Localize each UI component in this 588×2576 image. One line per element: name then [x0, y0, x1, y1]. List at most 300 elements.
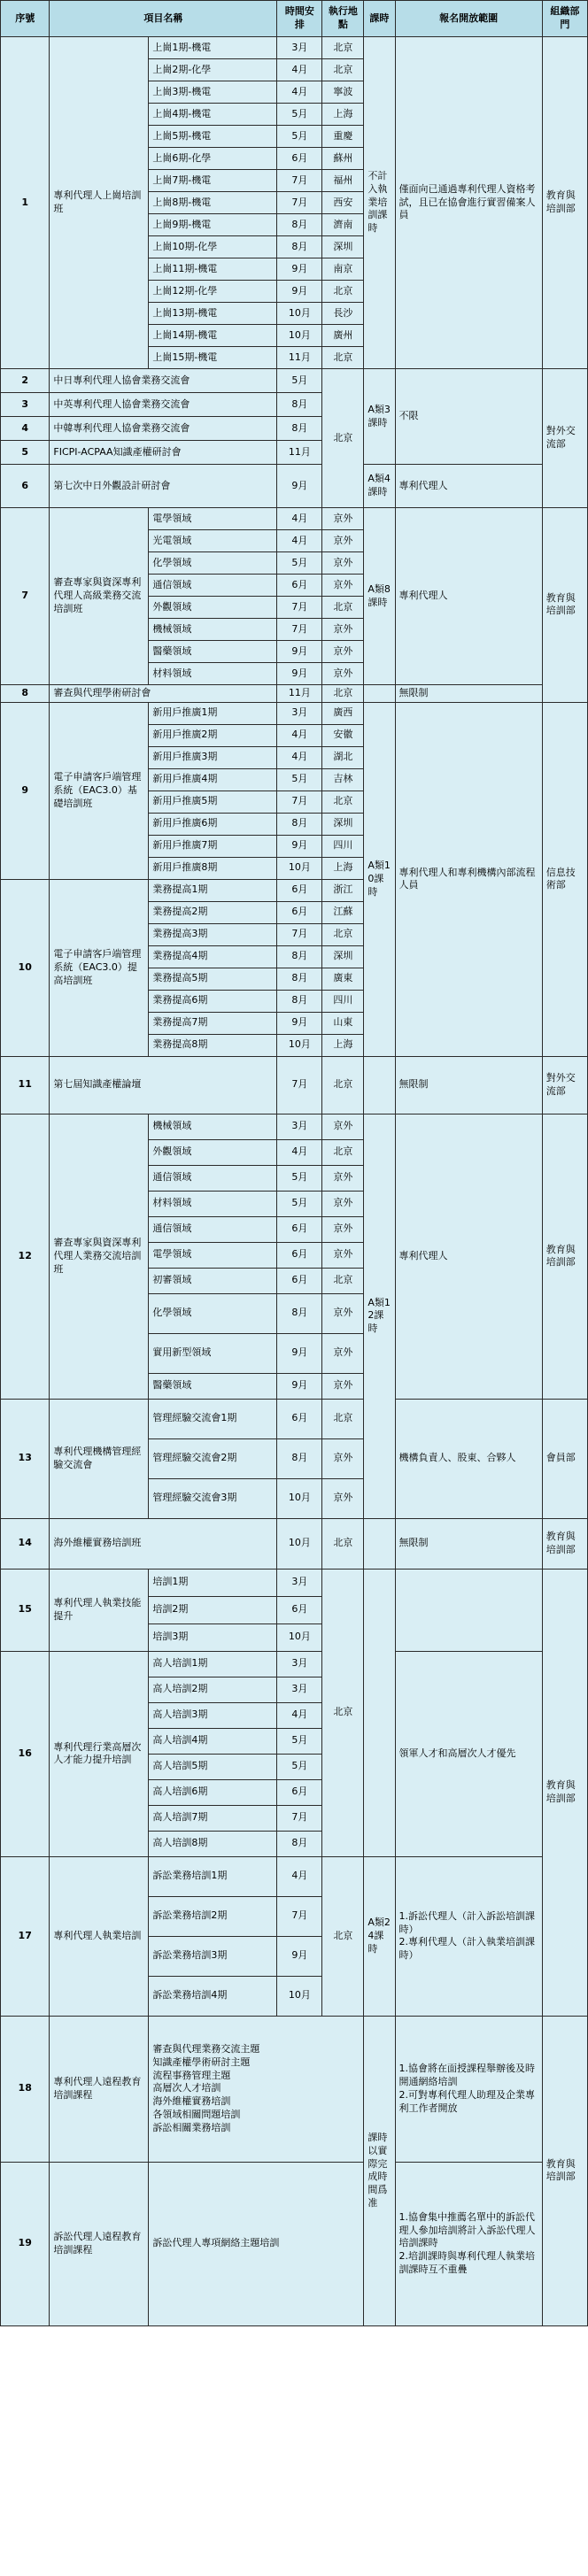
session-cell: 材料領域 [149, 663, 277, 685]
time-cell: 6月 [277, 148, 322, 170]
time-cell: 7月 [277, 1896, 322, 1936]
table-row [1, 369, 588, 393]
place-cell: 北京 [322, 1569, 364, 1856]
hours-cell [364, 1518, 395, 1569]
scope-cell: 無限制 [395, 1518, 542, 1569]
seq-cell: 2 [1, 369, 50, 393]
session-cell: 上崗1期-機電 [149, 37, 277, 59]
place-cell: 京外 [322, 508, 364, 530]
table-row [1, 508, 588, 530]
time-cell: 4月 [277, 1139, 322, 1165]
place-cell: 四川 [322, 835, 364, 857]
time-cell: 3月 [277, 37, 322, 59]
session-cell: 培訓3期 [149, 1623, 277, 1651]
table-row [1, 1518, 588, 1569]
time-cell: 10月 [277, 1478, 322, 1518]
place-cell: 北京 [322, 791, 364, 813]
seq-cell: 3 [1, 393, 50, 417]
place-cell: 上海 [322, 104, 364, 126]
session-cell: 高人培訓4期 [149, 1728, 277, 1754]
place-cell: 北京 [322, 1399, 364, 1438]
session-cell: 外觀領域 [149, 597, 277, 619]
seq-cell: 10 [1, 879, 50, 1056]
time-cell: 10月 [277, 1976, 322, 2016]
table-row [1, 1056, 588, 1114]
seq-cell: 1 [1, 37, 50, 369]
project-name-cell: 審查專家與資深專利代理人高級業務交流培訓班 [50, 508, 149, 685]
time-cell: 9月 [277, 258, 322, 281]
session-cell: 上崗10期-化學 [149, 236, 277, 258]
session-cell: 上崗13期-機電 [149, 303, 277, 325]
place-cell: 江蘇 [322, 901, 364, 923]
time-cell: 3月 [277, 1114, 322, 1139]
place-cell: 深圳 [322, 945, 364, 968]
seq-cell: 9 [1, 702, 50, 879]
table-row [1, 465, 588, 508]
session-cell: 高人培訓6期 [149, 1779, 277, 1805]
place-cell: 深圳 [322, 813, 364, 835]
place-cell: 山東 [322, 1012, 364, 1034]
session-cell: 上崗12期-化學 [149, 281, 277, 303]
place-cell: 北京 [322, 369, 364, 508]
seq-cell: 13 [1, 1399, 50, 1518]
hours-cell [364, 685, 395, 703]
place-cell: 北京 [322, 37, 364, 59]
header-name: 項目名稱 [50, 1, 277, 37]
session-cell: 培訓1期 [149, 1569, 277, 1596]
session-cell: 業務提高1期 [149, 879, 277, 901]
session-cell: 新用戶推廣3期 [149, 746, 277, 768]
time-cell: 6月 [277, 575, 322, 597]
seq-cell: 19 [1, 2162, 50, 2325]
session-cell: 上崗15期-機電 [149, 347, 277, 369]
session-cell: 高人培訓8期 [149, 1831, 277, 1856]
time-cell: 10月 [277, 1034, 322, 1056]
project-name-cell: 海外維權實務培訓班 [50, 1518, 277, 1569]
place-cell: 京外 [322, 1438, 364, 1478]
place-cell: 安徽 [322, 724, 364, 746]
seq-cell: 12 [1, 1114, 50, 1399]
dept-cell: 教育與培訓部 [542, 1569, 587, 2016]
time-cell: 9月 [277, 1333, 322, 1373]
seq-cell: 11 [1, 1056, 50, 1114]
place-cell: 寧波 [322, 81, 364, 104]
project-name-cell: 審查與代理學術研討會 [50, 685, 277, 703]
place-cell: 廣西 [322, 702, 364, 724]
place-cell: 浙江 [322, 879, 364, 901]
session-cell: 培訓2期 [149, 1596, 277, 1623]
table-row [1, 1114, 588, 1139]
place-cell: 吉林 [322, 768, 364, 791]
session-cell: 業務提高3期 [149, 923, 277, 945]
time-cell: 6月 [277, 1596, 322, 1623]
time-cell: 8月 [277, 1438, 322, 1478]
time-cell: 9月 [277, 835, 322, 857]
session-cell: 化學領域 [149, 552, 277, 575]
session-cell: 新用戶推廣2期 [149, 724, 277, 746]
project-name-cell: 專利代理人執業技能提升 [50, 1569, 149, 1651]
session-cell: 新用戶推廣1期 [149, 702, 277, 724]
session-cell: 電學領域 [149, 508, 277, 530]
dept-cell: 教育與培訓部 [542, 2016, 587, 2325]
project-name-cell: 中日專利代理人協會業務交流會 [50, 369, 277, 393]
session-cell: 管理經驗交流會3期 [149, 1478, 277, 1518]
seq-cell: 17 [1, 1856, 50, 2016]
session-cell: 醫藥領域 [149, 641, 277, 663]
place-cell: 北京 [322, 1056, 364, 1114]
session-cell: 高人培訓5期 [149, 1754, 277, 1779]
session-cell: 業務提高6期 [149, 990, 277, 1012]
place-cell: 北京 [322, 1268, 364, 1293]
time-cell: 11月 [277, 685, 322, 703]
seq-cell: 4 [1, 417, 50, 441]
dept-cell: 對外交流部 [542, 1056, 587, 1114]
dept-cell: 教育與培訓部 [542, 37, 587, 369]
time-cell: 4月 [277, 1702, 322, 1728]
time-cell: 7月 [277, 923, 322, 945]
place-cell: 京外 [322, 1114, 364, 1139]
project-name-cell: FICPI-ACPAA知識產權研討會 [50, 441, 277, 465]
time-cell: 7月 [277, 597, 322, 619]
time-cell: 10月 [277, 303, 322, 325]
table-row [1, 1856, 588, 1896]
time-cell: 5月 [277, 1191, 322, 1216]
scope-cell: 1.訴訟代理人（計入訴訟培訓課時） 2.專利代理人（計入執業培訓課時） [395, 1856, 542, 2016]
time-cell: 6月 [277, 1779, 322, 1805]
time-cell: 3月 [277, 702, 322, 724]
scope-cell: 領軍人才和高層次人才優先 [395, 1651, 542, 1856]
dept-cell: 對外交流部 [542, 369, 587, 508]
scope-cell: 無限制 [395, 685, 542, 703]
table-row [1, 2162, 588, 2325]
time-cell: 4月 [277, 746, 322, 768]
time-cell: 8月 [277, 945, 322, 968]
time-cell: 6月 [277, 879, 322, 901]
place-cell: 京外 [322, 641, 364, 663]
session-cell: 機械領域 [149, 619, 277, 641]
session-cell: 訴訟業務培訓1期 [149, 1856, 277, 1896]
time-cell: 6月 [277, 1268, 322, 1293]
time-cell: 7月 [277, 1056, 322, 1114]
time-cell: 3月 [277, 1651, 322, 1677]
session-cell: 上崗6期-化學 [149, 148, 277, 170]
place-cell: 長沙 [322, 303, 364, 325]
place-cell: 上海 [322, 857, 364, 879]
seq-cell: 7 [1, 508, 50, 685]
time-cell: 6月 [277, 1242, 322, 1268]
place-cell: 京外 [322, 530, 364, 552]
time-cell: 4月 [277, 1856, 322, 1896]
topics-cell: 訴訟代理人專項網絡主題培訓 [149, 2162, 364, 2325]
scope-cell: 專利代理人和專利機構內部流程人員 [395, 702, 542, 1056]
session-cell: 業務提高2期 [149, 901, 277, 923]
session-cell: 化學領域 [149, 1293, 277, 1333]
header-seq: 序號 [1, 1, 50, 37]
time-cell: 4月 [277, 59, 322, 81]
project-name-cell: 中英專利代理人協會業務交流會 [50, 393, 277, 417]
hours-cell: A類8課時 [364, 508, 395, 685]
time-cell: 6月 [277, 1216, 322, 1242]
session-cell: 上崗8期-機電 [149, 192, 277, 214]
place-cell: 京外 [322, 619, 364, 641]
session-cell: 新用戶推廣8期 [149, 857, 277, 879]
session-cell: 上崗2期-化學 [149, 59, 277, 81]
session-cell: 高人培訓7期 [149, 1805, 277, 1831]
session-cell: 新用戶推廣4期 [149, 768, 277, 791]
seq-cell: 15 [1, 1569, 50, 1651]
session-cell: 訴訟業務培訓4期 [149, 1976, 277, 2016]
scope-cell: 無限制 [395, 1056, 542, 1114]
place-cell: 京外 [322, 663, 364, 685]
place-cell: 廣東 [322, 968, 364, 990]
project-name-cell: 審查專家與資深專利代理人業務交流培訓班 [50, 1114, 149, 1399]
session-cell: 醫藥領域 [149, 1373, 277, 1399]
time-cell: 10月 [277, 325, 322, 347]
time-cell: 9月 [277, 641, 322, 663]
place-cell: 京外 [322, 1165, 364, 1191]
table-row [1, 37, 588, 59]
seq-cell: 14 [1, 1518, 50, 1569]
session-cell: 新用戶推廣7期 [149, 835, 277, 857]
header-scope: 報名開放範圍 [395, 1, 542, 37]
project-name-cell: 專利代理人上崗培訓班 [50, 37, 149, 369]
place-cell: 福州 [322, 170, 364, 192]
scope-cell: 僅面向已通過專利代理人資格考試，且已在協會進行實習備案人員 [395, 37, 542, 369]
session-cell: 管理經驗交流會2期 [149, 1438, 277, 1478]
place-cell: 北京 [322, 1518, 364, 1569]
table-row [1, 685, 588, 703]
place-cell: 京外 [322, 1333, 364, 1373]
session-cell: 新用戶推廣6期 [149, 813, 277, 835]
session-cell: 光電領域 [149, 530, 277, 552]
time-cell: 4月 [277, 530, 322, 552]
time-cell: 10月 [277, 857, 322, 879]
place-cell: 湖北 [322, 746, 364, 768]
time-cell: 9月 [277, 1373, 322, 1399]
project-name-cell: 專利代理機構管理經驗交流會 [50, 1399, 149, 1518]
time-cell: 5月 [277, 369, 322, 393]
project-name-cell: 第七次中日外觀設計研討會 [50, 465, 277, 508]
project-name-cell: 專利代理人遠程教育培訓課程 [50, 2016, 149, 2162]
session-cell: 高人培訓2期 [149, 1677, 277, 1702]
scope-cell: 不限 [395, 369, 542, 465]
place-cell: 北京 [322, 685, 364, 703]
time-cell: 9月 [277, 281, 322, 303]
session-cell: 上崗3期-機電 [149, 81, 277, 104]
session-cell: 上崗9期-機電 [149, 214, 277, 236]
place-cell: 四川 [322, 990, 364, 1012]
place-cell: 西安 [322, 192, 364, 214]
time-cell: 5月 [277, 552, 322, 575]
place-cell: 上海 [322, 1034, 364, 1056]
seq-cell: 6 [1, 465, 50, 508]
session-cell: 上崗11期-機電 [149, 258, 277, 281]
time-cell: 10月 [277, 1623, 322, 1651]
time-cell: 10月 [277, 1518, 322, 1569]
time-cell: 7月 [277, 791, 322, 813]
session-cell: 初審領域 [149, 1268, 277, 1293]
place-cell: 北京 [322, 923, 364, 945]
time-cell: 8月 [277, 968, 322, 990]
header-hours: 課時 [364, 1, 395, 37]
time-cell: 8月 [277, 236, 322, 258]
time-cell: 11月 [277, 441, 322, 465]
session-cell: 業務提高8期 [149, 1034, 277, 1056]
project-name-cell: 電子申請客戶端管理系統（EAC3.0）基礎培訓班 [50, 702, 149, 879]
place-cell: 北京 [322, 1139, 364, 1165]
time-cell: 8月 [277, 1293, 322, 1333]
time-cell: 4月 [277, 724, 322, 746]
seq-cell: 5 [1, 441, 50, 465]
session-cell: 業務提高4期 [149, 945, 277, 968]
place-cell: 京外 [322, 1478, 364, 1518]
session-cell: 上崗5期-機電 [149, 126, 277, 148]
place-cell: 京外 [322, 575, 364, 597]
place-cell: 蘇州 [322, 148, 364, 170]
time-cell: 7月 [277, 192, 322, 214]
time-cell: 5月 [277, 1165, 322, 1191]
time-cell: 5月 [277, 126, 322, 148]
session-cell: 電學領域 [149, 1242, 277, 1268]
time-cell: 8月 [277, 990, 322, 1012]
header-time: 時間安排 [277, 1, 322, 37]
time-cell: 3月 [277, 1569, 322, 1596]
place-cell: 重慶 [322, 126, 364, 148]
header-dept: 組織部門 [542, 1, 587, 37]
session-cell: 上崗4期-機電 [149, 104, 277, 126]
hours-cell: 不計入執業培訓課時 [364, 37, 395, 369]
session-cell: 業務提高7期 [149, 1012, 277, 1034]
time-cell: 5月 [277, 1754, 322, 1779]
time-cell: 9月 [277, 663, 322, 685]
place-cell: 深圳 [322, 236, 364, 258]
session-cell: 通信領域 [149, 575, 277, 597]
time-cell: 5月 [277, 104, 322, 126]
hours-cell: A類10課時 [364, 702, 395, 1056]
place-cell: 京外 [322, 1242, 364, 1268]
hours-cell: A類12課時 [364, 1114, 395, 1518]
time-cell: 9月 [277, 1012, 322, 1034]
session-cell: 管理經驗交流會1期 [149, 1399, 277, 1438]
place-cell: 京外 [322, 552, 364, 575]
place-cell: 京外 [322, 1191, 364, 1216]
hours-cell: A類24課時 [364, 1856, 395, 2016]
session-cell: 外觀領域 [149, 1139, 277, 1165]
table-row [1, 702, 588, 724]
session-cell: 上崗14期-機電 [149, 325, 277, 347]
time-cell: 5月 [277, 768, 322, 791]
session-cell: 高人培訓3期 [149, 1702, 277, 1728]
time-cell: 6月 [277, 1399, 322, 1438]
time-cell: 9月 [277, 465, 322, 508]
seq-cell: 8 [1, 685, 50, 703]
time-cell: 9月 [277, 1936, 322, 1976]
scope-cell: 機構負責人、股東、合夥人 [395, 1399, 542, 1518]
place-cell: 北京 [322, 1856, 364, 2016]
table-row [1, 1399, 588, 1438]
scope-cell: 專利代理人 [395, 1114, 542, 1399]
project-name-cell: 中韓專利代理人協會業務交流會 [50, 417, 277, 441]
place-cell: 京外 [322, 1216, 364, 1242]
session-cell: 新用戶推廣5期 [149, 791, 277, 813]
time-cell: 8月 [277, 214, 322, 236]
time-cell: 3月 [277, 1677, 322, 1702]
time-cell: 8月 [277, 417, 322, 441]
table-row [1, 1651, 588, 1677]
session-cell: 通信領域 [149, 1216, 277, 1242]
topics-cell: 審查與代理業務交流主題 知識產權學術研討主題 流程事務管理主題 高層次人才培訓 海外維權實務培訓 各領域相關問題培訓 訴訟相關業務培訓 [149, 2016, 364, 2162]
place-cell: 京外 [322, 1293, 364, 1333]
project-name-cell: 第七屆知識產權論壇 [50, 1056, 277, 1114]
place-cell: 濟南 [322, 214, 364, 236]
place-cell: 北京 [322, 281, 364, 303]
dept-cell: 會員部 [542, 1399, 587, 1518]
place-cell: 廣州 [322, 325, 364, 347]
session-cell: 高人培訓1期 [149, 1651, 277, 1677]
time-cell: 8月 [277, 393, 322, 417]
seq-cell: 16 [1, 1651, 50, 1856]
scope-cell: 1.協會集中推薦名單中的訴訟代理人參加培訓將計入訴訟代理人培訓課時 2.培訓課時與專利代理人執業培訓課時互不重疊 [395, 2162, 542, 2325]
session-cell: 業務提高5期 [149, 968, 277, 990]
session-cell: 通信領域 [149, 1165, 277, 1191]
hours-cell [364, 1056, 395, 1114]
hours-cell: 課時以實際完成時間爲准 [364, 2016, 395, 2325]
scope-cell [395, 1569, 542, 1651]
place-cell: 北京 [322, 597, 364, 619]
scope-cell: 專利代理人 [395, 465, 542, 508]
hours-cell: A類3課時 [364, 369, 395, 465]
table-row [1, 1569, 588, 1596]
place-cell: 南京 [322, 258, 364, 281]
project-name-cell: 專利代理行業高層次人才能力提升培訓 [50, 1651, 149, 1856]
time-cell: 4月 [277, 508, 322, 530]
time-cell: 7月 [277, 170, 322, 192]
session-cell: 機械領域 [149, 1114, 277, 1139]
hours-cell [364, 1569, 395, 1856]
session-cell: 訴訟業務培訓2期 [149, 1896, 277, 1936]
time-cell: 8月 [277, 813, 322, 835]
dept-cell: 教育與培訓部 [542, 1114, 587, 1399]
time-cell: 4月 [277, 81, 322, 104]
session-cell: 訴訟業務培訓3期 [149, 1936, 277, 1976]
time-cell: 7月 [277, 1805, 322, 1831]
table-row [1, 2016, 588, 2162]
project-name-cell: 專利代理人執業培訓 [50, 1856, 149, 2016]
seq-cell: 18 [1, 2016, 50, 2162]
hours-cell: A類4課時 [364, 465, 395, 508]
project-name-cell: 電子申請客戶端管理系統（EAC3.0）提高培訓班 [50, 879, 149, 1056]
time-cell: 11月 [277, 347, 322, 369]
dept-cell: 信息技術部 [542, 702, 587, 1056]
time-cell: 7月 [277, 619, 322, 641]
time-cell: 5月 [277, 1728, 322, 1754]
time-cell: 8月 [277, 1831, 322, 1856]
header-place: 執行地點 [322, 1, 364, 37]
place-cell: 北京 [322, 347, 364, 369]
dept-cell: 教育與培訓部 [542, 508, 587, 703]
session-cell: 實用新型領域 [149, 1333, 277, 1373]
session-cell: 上崗7期-機電 [149, 170, 277, 192]
scope-cell: 專利代理人 [395, 508, 542, 685]
dept-cell: 教育與培訓部 [542, 1518, 587, 1569]
place-cell: 北京 [322, 59, 364, 81]
session-cell: 材料領域 [149, 1191, 277, 1216]
project-name-cell: 訴訟代理人遠程教育培訓課程 [50, 2162, 149, 2325]
header-row [1, 1, 588, 37]
time-cell: 6月 [277, 901, 322, 923]
place-cell: 京外 [322, 1373, 364, 1399]
scope-cell: 1.協會將在面授課程舉辦後及時開通網絡培訓 2.可對專利代理人助理及企業專利工作者開放 [395, 2016, 542, 2162]
